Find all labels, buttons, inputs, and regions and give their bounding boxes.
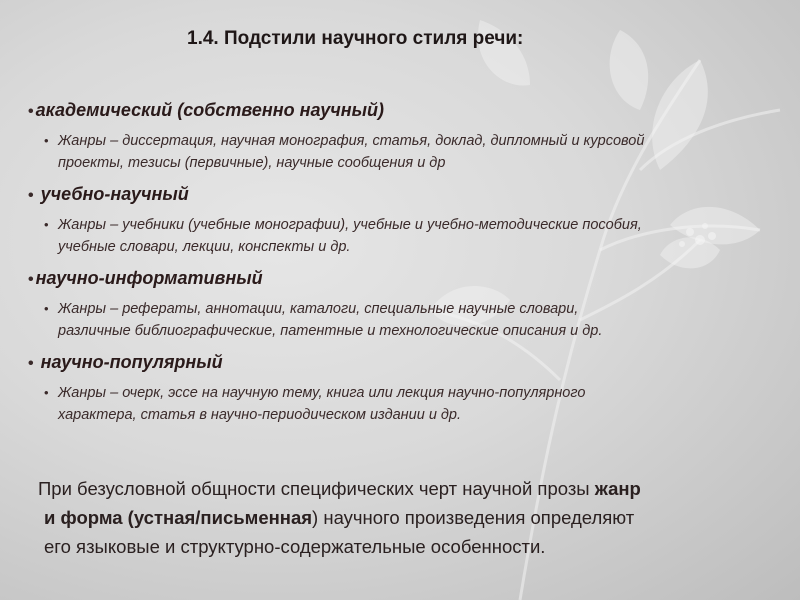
- slide-title: 1.4. Подстили научного стиля речи:: [187, 28, 524, 49]
- substyle-genres: • Жанры – диссертация, научная монография, статья, доклад, дипломный и курсовой проекты, тезисы (первичные), научные сообщения и др: [28, 130, 778, 174]
- substyle-label: научно-популярный: [40, 352, 223, 372]
- list-item: [28, 182, 778, 258]
- substyle-genres: • Жанры – рефераты, аннотации, каталоги, специальные научные словари, различные библиографические, патентные и технологические описания и др.: [28, 298, 778, 342]
- substyle-genres: • Жанры – очерк, эссе на научную тему, книга или лекция научно-популярного характера, статья в научно-периодическом издании и др.: [28, 382, 778, 426]
- substyles-list: [28, 98, 778, 426]
- bullet-icon: •: [44, 133, 49, 148]
- bullet-icon: •: [28, 103, 34, 120]
- bullet-icon: •: [44, 301, 49, 316]
- substyle-label: научно-информативный: [35, 268, 263, 288]
- bullet-icon: •: [44, 217, 49, 232]
- substyle-label: учебно-научный: [40, 184, 189, 204]
- list-item: [28, 350, 778, 426]
- bullet-icon: •: [28, 187, 34, 204]
- substyle-genres: • Жанры – учебники (учебные монографии), учебные и учебно-методические пособия, учебные словари, лекции, конспекты и др.: [28, 214, 778, 258]
- list-item: [28, 266, 778, 342]
- bullet-icon: •: [44, 385, 49, 400]
- list-item: [28, 98, 778, 174]
- bullet-icon: •: [28, 355, 34, 372]
- substyle-label: академический (собственно научный): [35, 100, 384, 120]
- bullet-icon: •: [28, 271, 34, 288]
- closing-paragraph: При безусловной общности специфических черт научной прозы жанр и форма (устная/письменная) научного произведения определяют его языковые и структурно-содержательные особенности.: [38, 478, 641, 557]
